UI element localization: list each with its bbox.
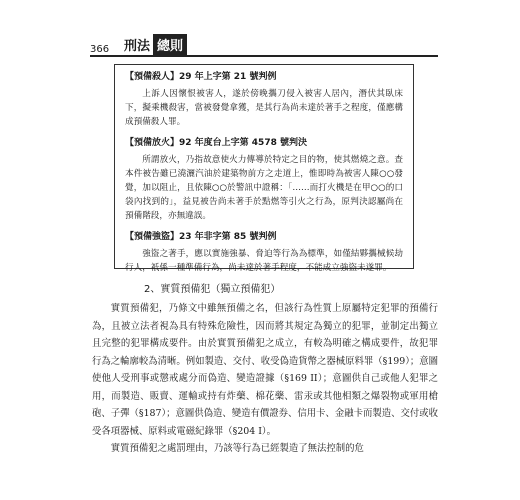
paragraph: 實質預備犯之處罰理由，乃該等行為已經製造了無法控制的危 (110, 443, 364, 454)
paragraph: 實質預備犯，乃條文中雖無預備之名，但該行為性質上原屬特定犯罪的預備行為，且被立法者視為具有特殊危險性，因而將其規定為獨立的犯罪，並制定出獨立且完整的犯罪構成要件。由於實質預備犯之成立，有較為明確之構成要件，故犯罪行為之輪廓較為清晰。例如製造、交付、收受偽造貨幣之器械原料罪（§199）；意圖使他人受刑事或懲戒處分而偽造、變造證據（§169 II）；意圖供自己或他人犯罪之用，而製造、販賣、運輸或持有炸藥、棉花藥、雷汞或其他相類之爆裂物或軍用槍砲、子彈（§187）；意圖供偽造、變造有價證券、信用卡、金融卡而製造、交付或收受各項器械、原料或電磁紀錄罪（§204 I）。 (92, 303, 439, 437)
case-heading: 【預備放火】92 年度台上字第 4578 號判決 (125, 137, 307, 148)
case-body: 所謂放火，乃指故意使火力傳導於特定之目的物，使其燃燒之意。查本件被告雖已澆灑汽油於建築物前方之走道上，惟即時為被害人陳○○發覺，加以阻止，且依陳○○於警訊中證稱：「……而打火機是在甲○○的口袋內找到的」，益見被告尚未著手於點燃等引火之行為，原判決認屬尚在預備階段，亦無違誤。 (125, 154, 403, 222)
section-heading: 2、實質預備犯（獨立預備犯） (144, 284, 281, 295)
book-title-part2: 總則 (153, 34, 187, 55)
case-heading: 【預備強盜】23 年非字第 85 號判例 (125, 231, 277, 242)
page-header (0, 0, 520, 70)
case-box (114, 64, 414, 273)
case-heading: 【預備殺人】29 年上字第 21 號判例 (125, 72, 277, 82)
main-text (92, 300, 438, 458)
header-rule (90, 55, 438, 57)
book-title-part1: 刑法 (124, 39, 151, 54)
book-title (122, 35, 187, 54)
case-body: 上訴人因懷恨被害人，遂於傍晚攜刀侵入被害人居內，潛伏其臥床下，擬乘機殺害，當被發覺拿獲，是其行為尚未達於著手之程度，僅應構成預備殺人罪。 (125, 89, 403, 128)
page-number: 366 (90, 44, 110, 55)
case-body: 強盜之著手，應以實施強暴、脅迫等行為為標準，如僅結夥攜械候劫行人，祇係一種準備行為，尚未達於著手程度，不能成立強盜未遂罪。 (125, 248, 403, 273)
